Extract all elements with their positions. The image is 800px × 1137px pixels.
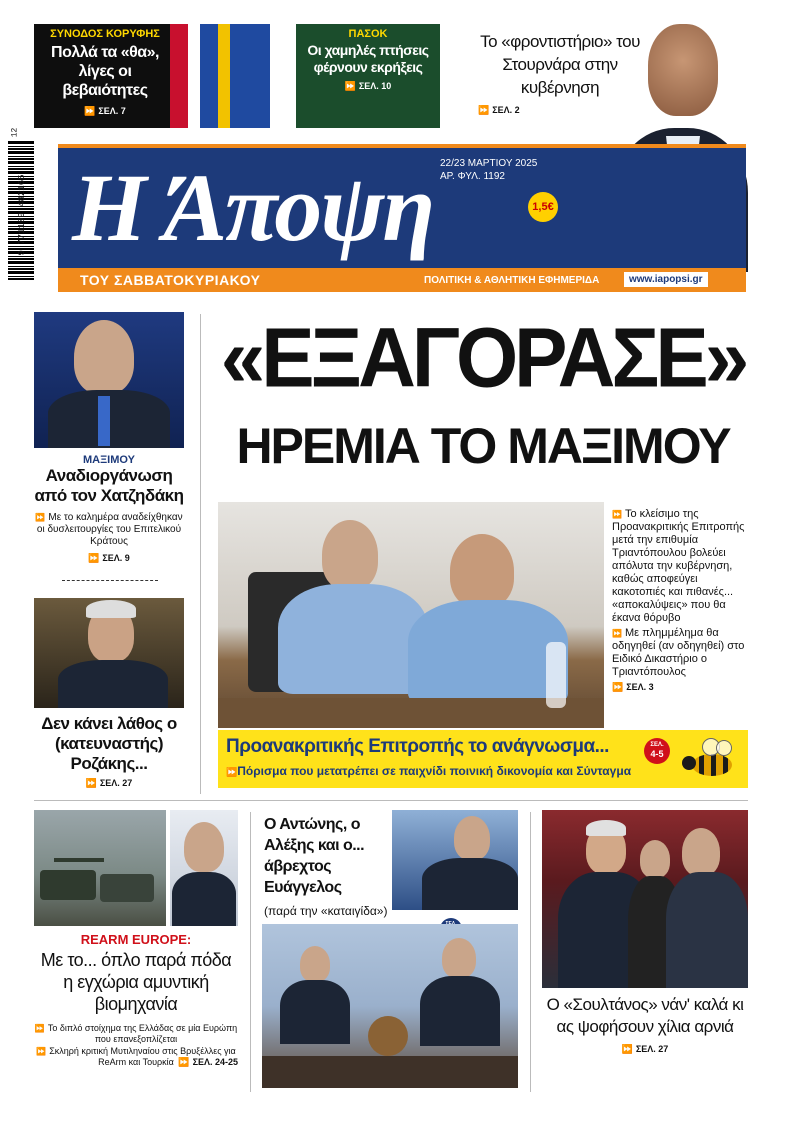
flags-photo — [170, 24, 270, 128]
story-title: Με το... όπλο παρά πόδα η εγχώρια αμυντική βιομηχανία — [40, 950, 232, 1014]
masthead — [58, 144, 746, 268]
column-rule — [250, 812, 251, 1092]
story-kicker: ΜΑΞΙΜΟΥ — [83, 454, 135, 466]
rozakis-story[interactable]: Δεν κάνει λάθος ο (κατευναστής) Ροζάκης... ⏩ ΣΕΛ. 27 — [34, 598, 184, 789]
samaras-photo — [392, 810, 518, 910]
teaser-stournaras[interactable]: Το «φροντιστήριο» του Στουρνάρα στην κυβέρνηση ⏩ ΣΕΛ. 2 — [470, 30, 650, 116]
column-rule — [200, 314, 201, 794]
mitsotakis-photo — [218, 502, 604, 728]
lead-paragraph-2: Με πλημμέλημα θα οδηγηθεί (αν οδηγηθεί) στο Ειδικό Δικαστήριο ο Τριαντόπουλος — [612, 627, 745, 678]
page-ref: ΣΕΛ. 27 — [635, 1044, 669, 1054]
story-bullet: ⏩ Σκληρή κριτική Μυτιληναίου στις Βρυξέλλες για ReArm και Τουρκία — [34, 1046, 238, 1068]
mytilineos-photo — [170, 810, 238, 926]
section-rule — [34, 800, 748, 801]
teaser-pasok[interactable]: ΠΑΣΟΚ Οι χαμηλές πτήσεις φέρνουν εκρήξεις ⏩ ΣΕΛ. 10 — [296, 24, 440, 128]
website[interactable]: www.iapopsi.gr — [624, 272, 708, 287]
teaser-title: Οι χαμηλές πτήσεις φέρνουν εκρήξεις — [307, 42, 429, 75]
story-title: Ο «Σουλτάνος» νάν' καλά κι ας ψοφήσουν χίλια αρνιά — [546, 995, 744, 1036]
page-ref: ΣΕΛ. 24-25 — [192, 1057, 238, 1067]
teaser-summit[interactable]: ΣΥΝΟΔΟΣ ΚΟΡΥΦΗΣ Πολλά τα «θα», λίγες οι βεβαιότητες ⏩ ΣΕΛ. 7 — [34, 24, 270, 128]
masthead-date: 22/23 ΜΑΡΤΙΟΥ 2025 — [440, 158, 538, 169]
samaras-story[interactable] — [262, 810, 518, 1088]
debate-photo — [262, 924, 518, 1088]
story-title: Αναδιοργάνωση από τον Χατζηδάκη — [34, 466, 184, 505]
teaser-title: Το «φροντιστήριο» του Στουρνάρα στην κυβέρνηση — [480, 32, 640, 97]
story-bullet: ⏩ Το διπλό στοίχημα της Ελλάδας σε μία Ευρώπη που επανεξοπλίζεται — [34, 1023, 238, 1045]
masthead-strip — [58, 268, 746, 292]
banner-subtitle: ⏩Πόρισμα που μετατρέπει σε παιχνίδι ποινική δικονομία και Σύνταγμα — [226, 764, 632, 778]
hatzidakis-photo — [34, 312, 184, 448]
yellow-banner[interactable] — [218, 730, 748, 788]
rozakis-photo — [34, 598, 184, 708]
divider-dashed — [62, 580, 158, 581]
barcode-number: 9 771109 482165 — [17, 174, 27, 256]
rearm-story[interactable]: REARM EUROPE: Με το... όπλο παρά πόδα η εγχώρια αμυντική βιομηχανία ⏩ Το διπλό στοίχημα της Ελλάδας σε μία Ευρώπη που επανεξοπλίζεται ⏩ Σκληρή κριτική Μυτιληναίου στις Βρυξέλλες για ReArm και Τουρκία ⏩ ΣΕΛ. 24-25 — [34, 810, 238, 1068]
tagline: ΠΟΛΙΤΙΚΗ & ΑΘΛΗΤΙΚΗ ΕΦΗΜΕΡΙΔΑ — [424, 275, 600, 286]
story-title: Δεν κάνει λάθος ο (κατευναστής) Ροζάκης... — [41, 714, 177, 773]
page-ref: ΣΕΛ. 7 — [98, 106, 126, 116]
edition-label: ΤΟΥ ΣΑΒΒΑΤΟΚΥΡΙΑΚΟΥ — [80, 272, 261, 288]
lead-headline-2[interactable]: ΗΡΕΜΙΑ ΤΟ ΜΑΞΙΜΟΥ — [236, 418, 730, 474]
lead-paragraph-1: Το κλείσιμο της Προανακριτικής Επιτροπής μετά την επιθυμία Τριαντόπουλου βολεύει απόλυτα την κυβέρνηση, καθώς αποφεύγει κακοτοπιές και πιθανές... «αποκαλύψεις» που θα έκανα θόρυβο — [612, 508, 745, 624]
teaser-kicker: ΣΥΝΟΔΟΣ ΚΟΡΥΦΗΣ — [50, 28, 160, 40]
teaser-title: Πολλά τα «θα», λίγες οι βεβαιότητες — [51, 44, 159, 99]
column-rule — [530, 812, 531, 1092]
story-subtitle: (παρά την «καταιγίδα») — [264, 904, 388, 918]
story-kicker: REARM EUROPE: — [80, 932, 192, 947]
story-bullet: ⏩ Με το καλημέρα αναδείχθηκαν οι δυσλειτουργίες του Επιτελικού Κράτους — [34, 512, 184, 548]
page-ref: ΣΕΛ. 3 — [626, 682, 654, 692]
lead-text: ⏩ Το κλείσιμο της Προανακριτικής Επιτροπής μετά την επιθυμία Τριαντόπουλου βολεύει απόλυτα την κυβέρνηση, καθώς αποφεύγει κακοτοπιές και πιθανές... «αποκαλύψεις» που θα έκανα θόρυβο ⏩ Με πλημμέλημα θα οδηγηθεί (αν οδηγηθεί) στο Ειδικό Δικαστήριο ο Τριαντόπουλος ⏩ ΣΕΛ. 3 — [612, 508, 752, 694]
erdogan-photo — [542, 810, 748, 988]
masthead-title[interactable]: Η Άποψη — [72, 154, 433, 261]
teaser-kicker: ΠΑΣΟΚ — [348, 28, 388, 40]
banner-title: Προανακριτικής Επιτροπής το ανάγνωσμα... — [226, 736, 609, 757]
page-ref: ΣΕΛ. 10 — [358, 81, 392, 91]
page-ref: ΣΕΛ. 9 — [102, 553, 130, 563]
story-title: Ο Αντώνης, ο Αλέξης και ο... άβρεχτος Ευάγγελος — [264, 816, 365, 896]
masthead-issue: ΑΡ. ΦΥΛ. 1192 — [440, 171, 505, 182]
barcode-addon: 12 — [10, 127, 20, 138]
lead-headline-1[interactable]: «ΕΞΑΓΟΡΑΣΕ» — [220, 310, 746, 405]
price-badge: 1,5€ — [528, 192, 558, 222]
page-ref: ΣΕΛ. 27 — [99, 778, 133, 788]
bee-icon — [676, 736, 740, 782]
hatzidakis-story[interactable]: ΜΑΞΙΜΟΥ Αναδιοργάνωση από τον Χατζηδάκη ⏩ Με το καλημέρα αναδείχθηκαν οι δυσλειτουργίες του Επιτελικού Κράτους ⏩ ΣΕΛ. 9 — [34, 312, 184, 564]
page-ref: ΣΕΛ. 2 — [492, 105, 520, 115]
tanks-photo — [34, 810, 166, 926]
erdogan-story[interactable]: Ο «Σουλτάνος» νάν' καλά κι ας ψοφήσουν χίλια αρνιά ⏩ ΣΕΛ. 27 — [542, 810, 748, 1055]
banner-page-badge: ΣΕΛ. 4-5 — [644, 738, 670, 764]
